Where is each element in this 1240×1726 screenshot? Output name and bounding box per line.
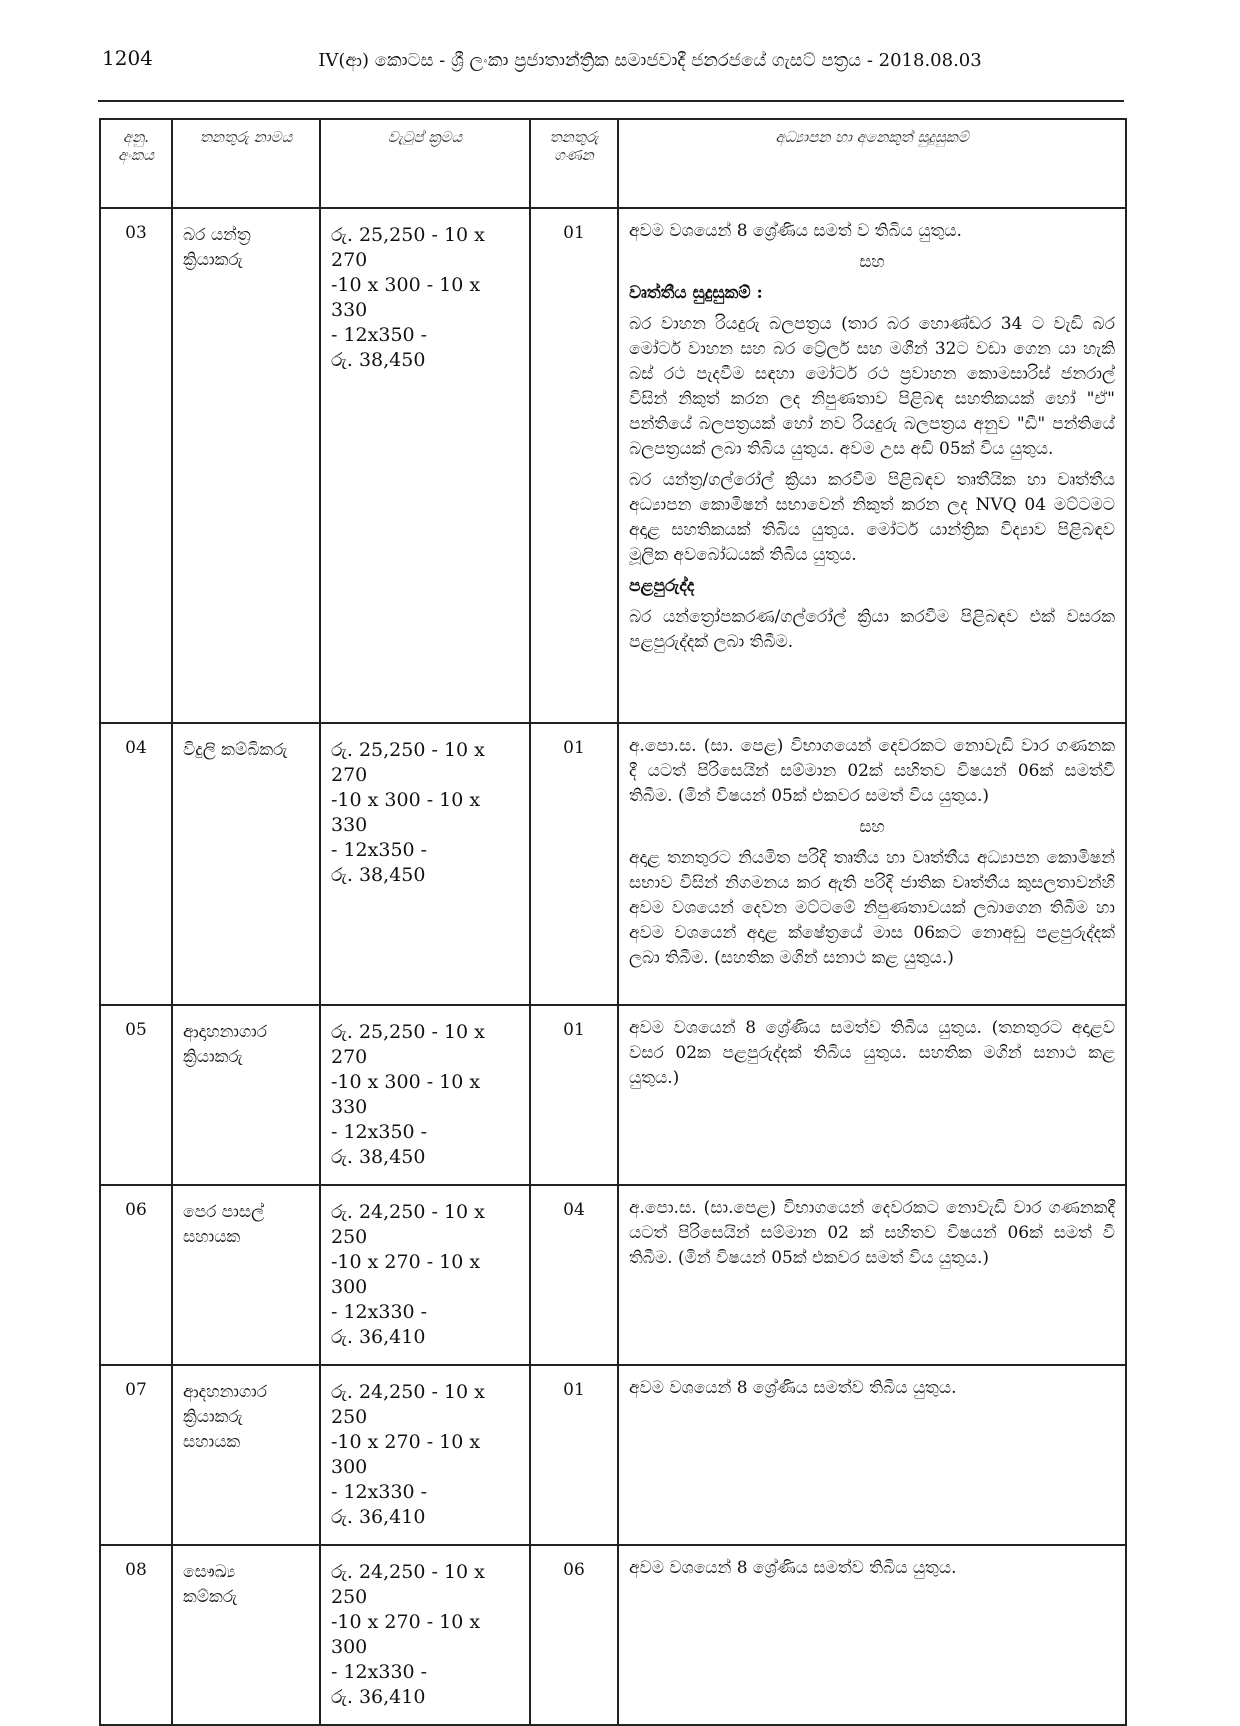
table-row: [100, 1185, 1126, 1365]
post-name-line: ආදාහනාගාර: [183, 1022, 268, 1042]
salary-line: -10 x 270 - 10 x 300: [331, 1611, 481, 1658]
serial-no: 05: [100, 1005, 172, 1185]
page-number: 1204: [102, 46, 153, 70]
salary-line: - 12x350 -: [331, 839, 428, 861]
post-name-line: සහායක: [183, 1432, 241, 1452]
section-heading: වෘත්තීය සුදුසුකම් :: [629, 283, 763, 303]
table-row: [100, 723, 1126, 1005]
header-divider: [98, 100, 1124, 102]
qualification-text: අවම වශයෙන් 8 ශ්‍රේණිය සමත්ව තිබිය යුතුය.: [629, 1378, 957, 1398]
post-name: [172, 1365, 320, 1545]
header-salary-scale: වැටුප් ක්‍රමය: [320, 119, 530, 208]
salary-line: රු. 38,450: [331, 1146, 426, 1168]
salary-line: - 12x350 -: [331, 324, 428, 346]
post-name-line: බර යන්ත්‍ර: [183, 225, 251, 245]
qualifications: [618, 208, 1126, 723]
serial-no: 04: [100, 723, 172, 1005]
post-name: [172, 723, 320, 1005]
table-row: [100, 208, 1126, 723]
salary-scale: [320, 1005, 530, 1185]
post-name-line: විදුලි කම්බිකරු: [183, 740, 288, 760]
qualifications: [618, 723, 1126, 1005]
salary-scale: [320, 1365, 530, 1545]
salary-line: - 12x350 -: [331, 1121, 428, 1143]
qualification-text: බර යන්ත්‍ර/ගල්රෝල් ක්‍රියා කරවීම පිළිබඳව තෘතීයික හා වෘත්තීය අධ්‍යාපන කොමිෂන් සභාවෙන් නිකුත් කරන ලද NVQ 04 මට්ටමට අදාළ සහතිකයක් තිබිය යුතුය. මෝටර් යාන්ත්‍රික විද්‍යාව පිළිබඳව මූලික අවබෝධයක් තිබිය යුතුය.: [629, 470, 1115, 565]
table-row: [100, 1365, 1126, 1545]
serial-no: 03: [100, 208, 172, 723]
page-title: IV(ආ) කොටස - ශ්‍රී ලංකා ප්‍රජාතාන්ත්‍රික සමාජවාදී ජනරජයේ ගැසට් පත්‍රය - 2018.08.03: [318, 50, 982, 71]
salary-line: රු. 36,410: [331, 1326, 426, 1348]
salary-scale: [320, 208, 530, 723]
salary-line: - 12x330 -: [331, 1301, 428, 1323]
salary-line: රු. 24,250 - 10 x 250: [331, 1201, 485, 1248]
qualification-text: අවම වශයෙන් 8 ශ්‍රේණිය සමත් ව තිබිය යුතුය.: [629, 221, 962, 241]
salary-line: රු. 25,250 - 10 x 270: [331, 739, 485, 786]
qualification-text: බර යන්ත්‍රෝපකරණ/ගල්රෝල් ක්‍රියා කරවීම පිළිබඳව එක් වසරක පළපුරුද්දක් ලබා තිබීම.: [629, 607, 1115, 652]
post-name: [172, 1185, 320, 1365]
header-post-name: තනතුරු නාමය: [172, 119, 320, 208]
salary-scale: [320, 1185, 530, 1365]
section-heading: පළපුරුද්ද: [629, 576, 695, 596]
salary-line: -10 x 300 - 10 x 330: [331, 274, 481, 321]
salary-scale: [320, 1545, 530, 1725]
salary-line: රු. 25,250 - 10 x 270: [331, 1021, 485, 1068]
vacancy-count: 01: [530, 208, 618, 723]
and-connector: සහ: [859, 252, 885, 272]
post-name-line: සෞඛ්‍ය: [183, 1562, 236, 1582]
qualification-text: අ.පො.ස. (සා. පෙළ) විභාගයෙන් දෙවරකට නොවැඩි වාර ගණනක දී යටත් පිරිසෙයින් සම්මාන 02ක් සහිතව විෂයන් 06ක් සමත්වී තිබීම. (මින් විෂයන් 05ක් එකවර සමත් විය යුතුය.): [629, 736, 1115, 806]
qualification-text: අ.පො.ස. (සා.පෙළ) විභාගයෙන් දෙවරකට නොවැඩි වාර ගණනකදී යටත් පිරිසෙයින් සම්මාන 02 ක් සහිතව විෂයන් 06ක් සමත් වී තිබීම. (මින් විෂයන් 05ක් එකවර සමත් විය යුතුය.): [629, 1198, 1115, 1268]
vacancy-count: 01: [530, 1005, 618, 1185]
post-name-line: කම්කරු: [183, 1587, 238, 1607]
salary-line: රු. 24,250 - 10 x 250: [331, 1561, 485, 1608]
qualifications: [618, 1005, 1126, 1185]
qualification-text: අවම වශයෙන් 8 ශ්‍රේණිය සමත්ව තිබිය යුතුය. (තනතුරට අදාළව වසර 02ක පළපුරුද්දක් තිබිය යුතුය. සහතික මගින් සනාථ කළ යුතුය.): [629, 1018, 1115, 1088]
qualifications: [618, 1185, 1126, 1365]
post-name-line: ක්‍රියාකරු: [183, 250, 243, 270]
post-name-line: ක්‍රියාකරු: [183, 1047, 243, 1067]
vacancy-count: 01: [530, 1365, 618, 1545]
salary-line: රු. 25,250 - 10 x 270: [331, 224, 485, 271]
salary-line: -10 x 270 - 10 x 300: [331, 1431, 481, 1478]
qualifications: [618, 1365, 1126, 1545]
salary-line: රු. 38,450: [331, 349, 426, 371]
salary-line: -10 x 300 - 10 x 330: [331, 1071, 481, 1118]
qualification-text: අවම වශයෙන් 8 ශ්‍රේණිය සමත්ව තිබිය යුතුය.: [629, 1558, 957, 1578]
post-name-line: සහායක: [183, 1227, 241, 1247]
qualifications: [618, 1545, 1126, 1725]
table-row: [100, 1005, 1126, 1185]
post-name-line: ක්‍රියාකරු: [183, 1407, 243, 1427]
salary-line: රු. 36,410: [331, 1506, 426, 1528]
post-name: [172, 1545, 320, 1725]
post-name: [172, 1005, 320, 1185]
vacancy-count: 04: [530, 1185, 618, 1365]
salary-line: රු. 38,450: [331, 864, 426, 886]
salary-line: - 12x330 -: [331, 1661, 428, 1683]
serial-no: 07: [100, 1365, 172, 1545]
serial-no: 06: [100, 1185, 172, 1365]
header-serial-no: අනු. අංකය: [100, 119, 172, 208]
salary-line: -10 x 300 - 10 x 330: [331, 789, 481, 836]
header-vacancy-count: තනතුරු ගණන: [530, 119, 618, 208]
serial-no: 08: [100, 1545, 172, 1725]
salary-line: රු. 24,250 - 10 x 250: [331, 1381, 485, 1428]
salary-scale: [320, 723, 530, 1005]
salary-line: - 12x330 -: [331, 1481, 428, 1503]
qualification-text: අදාළ තනතුරට නියමිත පරිදි තෘතීය හා වෘත්තීය අධ්‍යාපන කොමිෂන් සභාව විසින් නිගමනය කර ඇති පරිදි ජාතික වෘත්තීය කුසලතාවන්හි අවම වශයෙන් දෙවන මට්ටමේ නිපුණතාවයක් ලබාගෙන තිබීම හා අවම වශයෙන් අදාළ ක්ෂේත්‍රයේ මාස 06කට නොඅඩු පළපුරුද්දක් ලබා තිබීම. (සහතික මගින් සනාථ කළ යුතුය.): [629, 848, 1115, 968]
table-row: [100, 1545, 1126, 1725]
post-name-line: ආදහනාගාර: [183, 1382, 268, 1402]
vacancy-count: 06: [530, 1545, 618, 1725]
and-connector: සහ: [859, 817, 885, 837]
post-name-line: පෙර පාසල්: [183, 1202, 265, 1222]
header-qualifications: අධ්‍යාපන හා අනෙකුත් සුදුසුකම්: [618, 119, 1126, 208]
salary-line: රු. 36,410: [331, 1686, 426, 1708]
vacancy-count: 01: [530, 723, 618, 1005]
qualification-text: බර වාහන රියදුරු බලපත්‍රය (තාර බර හොණ්ඩර 34 ට වැඩි බර මෝටර් වාහන සහ බර ට්‍රේලර් සහ මගීන් 32ට වඩා ගෙන යා හැකි බස් රථ පැදවීම සඳහා මෝටර් රථ ප්‍රවාහන කොමසාරිස් ජනරාල් විසින් නිකුත් කරන ලද නිපුණතාව පිළිබඳ සහතිකයක් හෝ "ඒ" පන්තියේ බලපත්‍රයක් හෝ නව රියදුරු බලපත්‍රය අනුව "ඩී" පන්තියේ බලපත්‍රයක් ලබා තිබිය යුතුය. අවම උස අඩි 05ක් විය යුතුය.: [629, 314, 1115, 459]
post-name: [172, 208, 320, 723]
salary-line: -10 x 270 - 10 x 300: [331, 1251, 481, 1298]
vacancy-table: [99, 118, 1127, 1726]
table-header-row: [100, 119, 1126, 208]
